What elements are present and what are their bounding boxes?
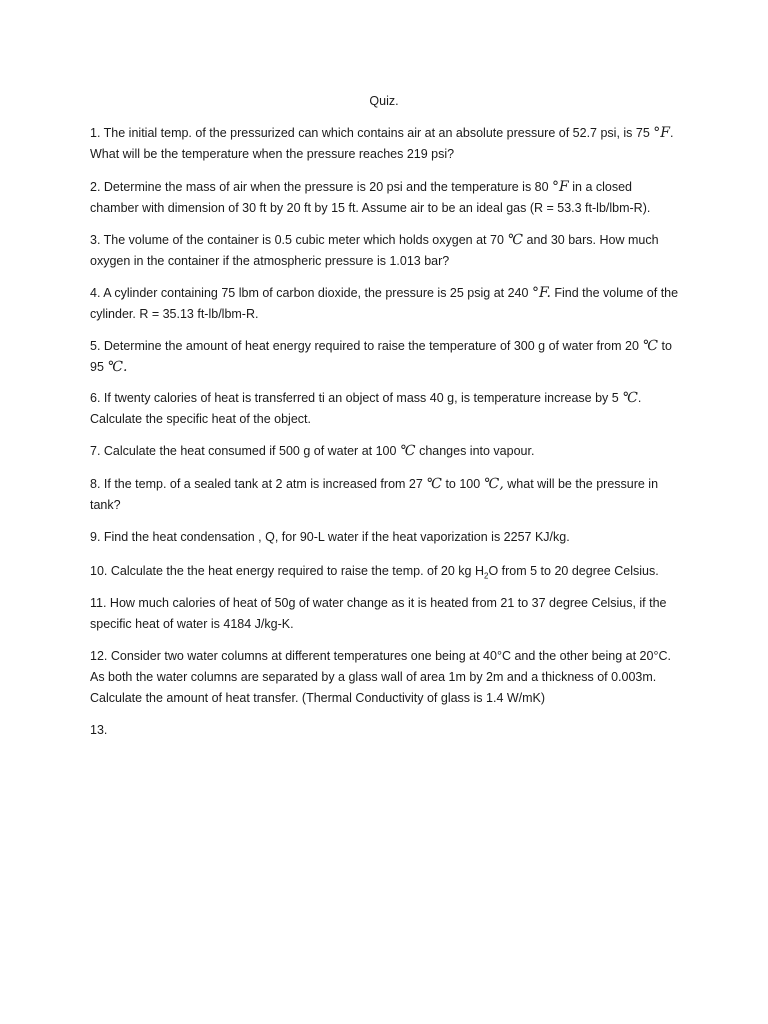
question-13: 13. bbox=[90, 723, 108, 737]
question-5-text-a: 5. Determine the amount of heat energy required to raise the temperature of 300 g of water from 20 bbox=[90, 339, 643, 353]
question-4-text-a: 4. A cylinder containing 75 lbm of carbon dioxide, the pressure is 25 psig at 240 bbox=[90, 286, 532, 300]
question-8-text-c: what will be the pressure in tank? bbox=[90, 477, 659, 512]
question-4-text-b: Find the volume of the cylinder. R = 35.13 ft-lb/lbm-R. bbox=[90, 286, 679, 321]
question-8 bbox=[90, 474, 680, 516]
quiz-title: Quiz. bbox=[369, 94, 399, 108]
question-10-text-a: 10. Calculate the the heat energy required to raise the temp. of 20 kg H bbox=[90, 564, 484, 578]
question-7-text-a: 7. Calculate the heat consumed if 500 g of water at 100 bbox=[90, 444, 400, 458]
question-2-unit: °F bbox=[552, 179, 569, 195]
question-3-unit: ℃ bbox=[507, 232, 524, 248]
question-1-text-b: . What will be the temperature when the pressure reaches 219 psi? bbox=[90, 126, 674, 161]
question-6 bbox=[90, 388, 680, 430]
question-7-unit: ℃ bbox=[399, 443, 416, 459]
question-1 bbox=[90, 123, 680, 165]
question-8-text-a: 8. If the temp. of a sealed tank at 2 atm is increased from 27 bbox=[90, 477, 427, 491]
question-10-text-b: O from 5 to 20 degree Celsius. bbox=[488, 564, 659, 578]
question-6-text-a: 6. If twenty calories of heat is transferred ti an object of mass 40 g, is temperature increase by 5 bbox=[90, 391, 623, 405]
question-8-text-b: to 100 bbox=[441, 477, 484, 491]
question-7 bbox=[90, 441, 680, 462]
question-12: 12. Consider two water columns at different temperatures one being at 40°C and the other being at 20°C. As both the water columns are separated by a glass wall of area 1m by 2m and a thickness of 0.003m. Calculate the amount of heat transfer. (Thermal Conductivity of glass is 1.4 W/mK) bbox=[90, 649, 671, 705]
question-5-text-b: to 95 bbox=[90, 339, 672, 374]
question-7-text-b: changes into vapour. bbox=[415, 444, 535, 458]
question-10-subscript: 2 bbox=[484, 571, 489, 581]
question-3 bbox=[90, 230, 680, 272]
question-8-unit-a: ℃ bbox=[426, 476, 442, 492]
question-5 bbox=[90, 336, 680, 378]
question-8-unit-b: ℃, bbox=[483, 476, 504, 492]
question-3-text-b: and 30 bars. How much oxygen in the container if the atmospheric pressure is 1.013 bar? bbox=[90, 233, 659, 268]
question-5-unit-a: ℃ bbox=[642, 338, 659, 354]
question-9: 9. Find the heat condensation , Q, for 90-L water if the heat vaporization is 2257 KJ/kg. bbox=[90, 530, 570, 544]
question-11: 11. How much calories of heat of 50g of water change as it is heated from 21 to 37 degree Celsius, if the specific heat of water is 4184 J/kg-K. bbox=[90, 596, 667, 631]
question-4 bbox=[90, 283, 680, 325]
question-4-unit: °F. bbox=[531, 285, 551, 301]
question-6-text-b: . Calculate the specific heat of the object. bbox=[90, 391, 642, 426]
question-1-text-a: 1. The initial temp. of the pressurized can which contains air at an absolute pressure of 52.7 psi, is 75 bbox=[90, 126, 654, 140]
question-5-unit-b: ℃. bbox=[107, 359, 128, 375]
question-10 bbox=[90, 561, 680, 582]
question-3-text-a: 3. The volume of the container is 0.5 cubic meter which holds oxygen at 70 bbox=[90, 233, 508, 247]
question-2-text-a: 2. Determine the mass of air when the pressure is 20 psi and the temperature is 80 bbox=[90, 180, 553, 194]
question-1-unit: °F bbox=[653, 125, 670, 141]
question-6-unit: ℃ bbox=[622, 390, 638, 406]
question-2 bbox=[90, 177, 680, 219]
question-2-text-b: in a closed chamber with dimension of 30 ft by 20 ft by 15 ft. Assume air to be an ideal gas (R = 53.3 ft-lb/lbm-R). bbox=[90, 180, 651, 215]
